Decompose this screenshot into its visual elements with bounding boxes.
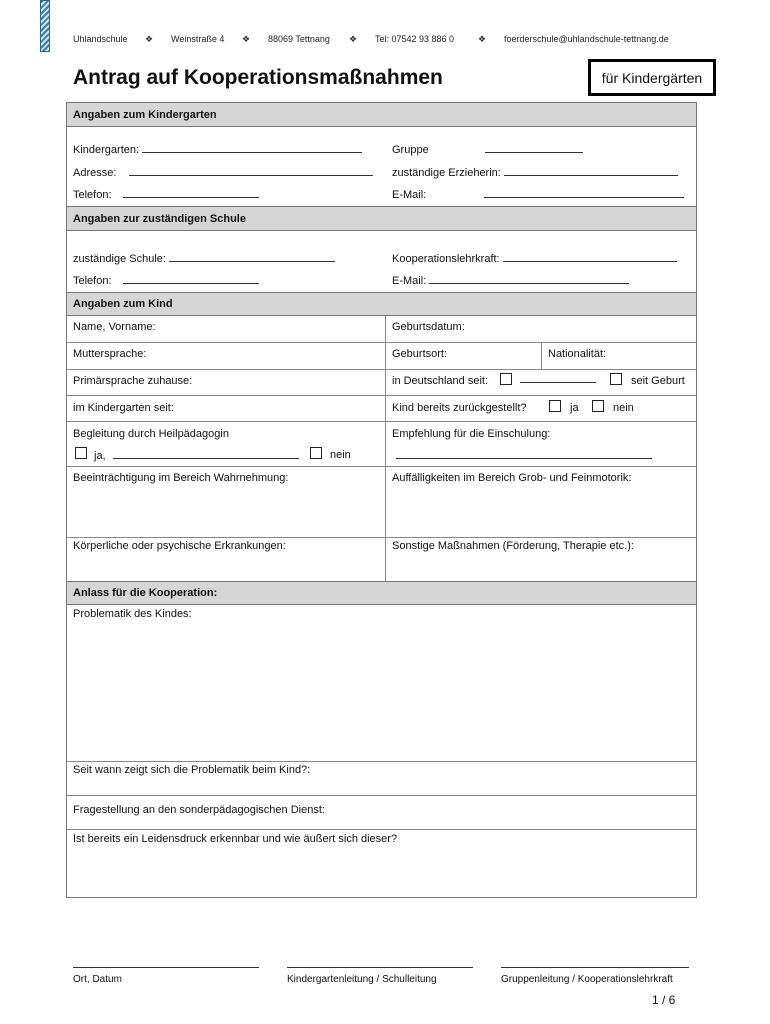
recommendation-field[interactable]: [396, 449, 652, 462]
recommendation-label: Empfehlung für die Einschulung:: [392, 428, 551, 440]
held-back-yes-checkbox[interactable]: [549, 400, 561, 412]
home-language-field[interactable]: Primärsprache zuhause:: [73, 375, 193, 387]
kindergarten-since-field[interactable]: im Kindergarten seit:: [73, 402, 174, 414]
separator-icon: ❖: [478, 34, 487, 44]
signature-label-group-lead: Gruppenleitung / Kooperationslehrkraft: [501, 974, 673, 985]
motor-field[interactable]: Auffälligkeiten im Bereich Grob- und Feinmotorik:: [392, 472, 632, 484]
held-back-label: Kind bereits zurückgestellt?: [392, 402, 527, 414]
address-field[interactable]: Adresse:: [73, 166, 373, 179]
audience-badge: für Kindergärten: [588, 59, 716, 96]
section-kindergarten: Angaben zum Kindergarten: [67, 102, 696, 127]
escort-no-checkbox[interactable]: [310, 447, 322, 459]
escort-yes-field[interactable]: ja,: [94, 449, 299, 462]
illness-field[interactable]: Körperliche oder psychische Erkrankungen:: [73, 540, 286, 552]
header-email: foerderschule@uhlandschule-tettnang.de: [504, 34, 669, 44]
row-divider: [67, 369, 696, 370]
measures-field[interactable]: Sonstige Maßnahmen (Förderung, Therapie etc.):: [392, 540, 634, 552]
row-divider: [67, 342, 696, 343]
name-field[interactable]: Name, Vorname:: [73, 321, 156, 333]
in-germany-checkbox[interactable]: [500, 373, 512, 385]
kindergarten-email-field[interactable]: E-Mail:: [392, 188, 684, 201]
row-divider: [67, 395, 696, 396]
in-germany-label: in Deutschland seit:: [392, 375, 488, 387]
birthplace-field[interactable]: Geburtsort:: [392, 348, 448, 360]
mother-tongue-field[interactable]: Muttersprache:: [73, 348, 147, 360]
page-number: 1 / 6: [652, 993, 676, 1007]
school-email-field[interactable]: E-Mail:: [392, 274, 629, 287]
problem-field[interactable]: Problematik des Kindes:: [73, 608, 192, 620]
header-school: Uhlandschule: [73, 34, 128, 44]
kindergarten-field[interactable]: Kindergarten:: [73, 143, 362, 156]
signature-line-management[interactable]: [287, 967, 473, 968]
signature-line-place-date[interactable]: [73, 967, 259, 968]
separator-icon: ❖: [242, 34, 251, 44]
header-phone: Tel: 07542 93 886 0: [375, 34, 455, 44]
header-stripe: [40, 0, 50, 52]
page-title: Antrag auf Kooperationsmaßnahmen: [73, 66, 443, 89]
section-child: Angaben zum Kind: [67, 292, 696, 316]
escort-yes-checkbox[interactable]: [75, 447, 87, 459]
held-back-yes-label: ja: [570, 402, 579, 414]
since-birth-label: seit Geburt: [631, 375, 685, 387]
in-germany-year-field[interactable]: [520, 373, 596, 386]
header-street: Weinstraße 4: [171, 34, 225, 44]
since-birth-checkbox[interactable]: [610, 373, 622, 385]
birthdate-field[interactable]: Geburtsdatum:: [392, 321, 465, 333]
perception-field[interactable]: Beeinträchtigung im Bereich Wahrnehmung:: [73, 472, 289, 484]
signature-line-group-lead[interactable]: [501, 967, 689, 968]
section-reason: Anlass für die Kooperation:: [67, 581, 696, 605]
row-divider: [67, 466, 696, 467]
column-divider: [385, 316, 386, 582]
kindergarten-phone-field[interactable]: Telefon:: [73, 188, 259, 201]
nationality-field[interactable]: Nationalität:: [548, 348, 607, 360]
school-phone-field[interactable]: Telefon:: [73, 274, 259, 287]
separator-icon: ❖: [145, 34, 154, 44]
escort-label: Begleitung durch Heilpädagogin: [73, 428, 229, 440]
held-back-no-checkbox[interactable]: [592, 400, 604, 412]
escort-no-label: nein: [330, 449, 351, 461]
coop-teacher-field[interactable]: Kooperationslehrkraft:: [392, 252, 677, 265]
row-divider: [67, 421, 696, 422]
signature-label-place-date: Ort, Datum: [73, 974, 122, 985]
row-divider: [67, 537, 696, 538]
distress-field[interactable]: Ist bereits ein Leidensdruck erkennbar und wie äußert sich dieser?: [73, 833, 398, 845]
group-field[interactable]: Gruppe: [392, 143, 583, 156]
section-school: Angaben zur zuständigen Schule: [67, 206, 696, 231]
held-back-no-label: nein: [613, 402, 634, 414]
signature-label-management: Kindergartenleitung / Schulleitung: [287, 974, 437, 985]
question-field[interactable]: Fragestellung an den sonderpädagogischen Dienst:: [73, 804, 325, 816]
school-field[interactable]: zuständige Schule:: [73, 252, 335, 265]
row-divider: [67, 761, 696, 762]
teacher-field[interactable]: zuständige Erzieherin:: [392, 166, 678, 179]
separator-icon: ❖: [349, 34, 358, 44]
row-divider: [67, 795, 696, 796]
column-divider: [541, 342, 542, 370]
row-divider: [67, 829, 696, 830]
since-when-field[interactable]: Seit wann zeigt sich die Problematik beim Kind?:: [73, 764, 311, 776]
header-city: 88069 Tettnang: [268, 34, 330, 44]
